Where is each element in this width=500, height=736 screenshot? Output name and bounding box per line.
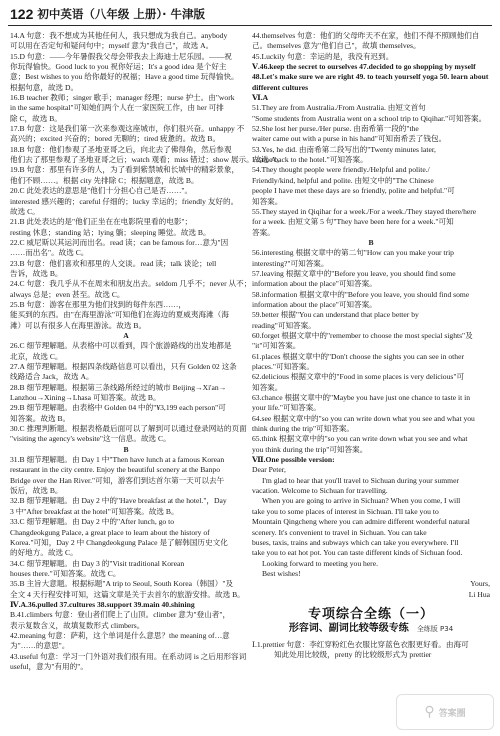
text-line: 32.B 细节理解题。由 Day 2 中的"Have breakfast at the hotel."，Day <box>10 496 227 506</box>
text-line: Best wishes! <box>262 568 301 578</box>
text-line: I'm glad to hear that you'll travel to Sichuan during your summer <box>262 475 459 485</box>
text-line: 26.C 细节理解题。从表格中可以看到，四个旅游路线的出发地都是 <box>10 341 232 351</box>
text-line: 根据句意，故选 D。 <box>10 82 79 92</box>
text-line: 29.B 细节理解题。由表格中 Golden 04 中的"¥3,199 each person"可 <box>10 403 226 413</box>
text-line: for a week. 由短文第 5 句"They have been here for a week."可知 <box>252 217 454 227</box>
text-line: 62.delicious 根据文章中的"Food in some places is very delicious"可 <box>252 372 465 382</box>
right-column <box>252 31 490 660</box>
text-line: 17.B 句意：这是我们第一次来参观这座城市，你们很兴奋。unhappy 不 <box>10 124 245 134</box>
text-line: 饭后，故选 B。 <box>10 486 63 496</box>
text-line: in the same hospital"可知她们两个人在一家医院工作，由 her 可排 <box>10 103 224 113</box>
text-line: 51.They are from Australia./From Australia. 由短文首句 <box>252 103 426 113</box>
text-line: 34.C 细节理解题。由 Day 3 的"Visit traditional Korean <box>10 558 185 568</box>
text-line: 15.D 句意：——今年暑假我父母会带我去上海迪士尼乐园。——祝 <box>10 51 232 61</box>
text-line: 滩）可以有很多人在海里游泳。故选 B。 <box>10 320 147 330</box>
text-line: B <box>123 444 129 454</box>
text-line: 43.useful 句意：学习一门外语对我们很有用。在系动词 is 之后用形容词 <box>10 651 247 661</box>
page-number: 122 <box>10 6 34 22</box>
text-line: A <box>123 330 129 340</box>
text-line: 25.B 句意：游客在那里为他们找到的每件东西……， <box>10 299 186 309</box>
text-line: 20.C 此处表达的意思是"他们十分担心自己是否……"。 <box>10 186 193 196</box>
text-line: When you are going to arrive in Sichuan? When you come, I will <box>262 496 461 506</box>
text-line: I came back to the hotel."可知答案。 <box>252 155 368 165</box>
text-line: 全文 4 天行程安排可知，这篇文章是关于去首尔的旅游安排。故选 B。 <box>10 589 245 599</box>
text-line: 他们不顾……。根据 city 先排除 C；根据题意，故选 B。 <box>10 175 199 185</box>
text-line: Ⅴ.46.keep the secret to ourselves 47.decided to go shopping by myself <box>252 62 476 72</box>
text-line: 35.B 主旨大意题。根据标题"A trip to Seoul, South Korea（韩国）"及 <box>10 579 234 589</box>
text-line: "Some students from Australia went on a school trip to Qiqihar."可知答案。 <box>252 113 487 123</box>
text-line: 表示复数含义，故填复数形式 climbers。 <box>10 620 145 630</box>
text-line: B <box>368 237 374 247</box>
text-line: 53.Yes, he did. 由南希第二段写出的"Twenty minutes later, <box>252 144 436 154</box>
text-line: 他们去了那里参观了圣地亚哥之后；watch 观看；miss 错过；show 展示。故选 A。 <box>10 155 284 165</box>
text-line: 21.B 此处表达的是"他们正坐在在电影院里看的电影"； <box>10 217 193 227</box>
section-subheader <box>252 624 490 634</box>
text-line: Friendly/kind, helpful and polite. 由短文中的"The Chinese <box>252 175 434 185</box>
text-line: 为"……的意思"。 <box>10 641 70 651</box>
text-line: "it"可知答案。 <box>252 341 301 351</box>
text-line: 22.C 威尼斯以其运河而出名。read 读；can be famous for…意为"因 <box>10 237 229 247</box>
text-line: think during the trip"可知答案。 <box>252 424 355 434</box>
text-line: Ⅵ.A <box>252 93 269 103</box>
text-line: 己。themselves 意为"他们自己"，故填 themselves。 <box>252 41 421 51</box>
text-line: 27.A 细节理解题。根据四条线路信息可以看出，只有 Golden 02 这条 <box>10 362 237 371</box>
text-line: 知答案。 <box>252 196 283 206</box>
text-line: 52.She lost her purse./Her purse. 由南希第一段的"the <box>252 124 419 134</box>
text-line: 知此处用比较级，pretty 的比较级形式为 prettier <box>274 649 432 659</box>
text-line: reading"可知答案。 <box>252 320 316 330</box>
text-line: 18.B 句意：他们参观了圣地亚哥之后，向北去了佛得角，然后参观 <box>10 144 232 154</box>
text-line: buses, taxis, trains and subways which can take you everywhere. I'll <box>252 537 459 547</box>
text-line: 意；Best wishes to you 给你最好的祝福；Have a good time 玩得愉快。 <box>10 72 239 82</box>
text-line: people I have met these days are so friendly, polite and helpful."可 <box>252 186 455 196</box>
section-subtitle: 形容词、副词比较等级专练 <box>288 623 409 635</box>
text-line: 24.C 句意：我几乎从不在周末和朋友出去。seldom 几乎不；never 从不； <box>10 279 252 289</box>
text-line: Ⅳ.A.36.pulled 37.cultures 38.support 39.main 40.shining <box>10 599 195 609</box>
text-line: 31.B 细节理解题。由 Day 1 中"Then have lunch at a famous Korean <box>10 455 225 465</box>
text-line: ……而出名"。故选 C。 <box>10 248 89 258</box>
text-line: 63.chance 根据文章中的"Maybe you have just one chance to taste it in <box>252 393 470 403</box>
text-line: 44.themselves 句意：他们的父母昨天不在家，他们不得不照顾他们自 <box>252 31 480 40</box>
text-line: 42.meaning 句意：萨莉，这个单词是什么意思？the meaning of…意 <box>10 630 230 640</box>
watermark <box>396 694 494 730</box>
text-line: information about the place"可知答案。 <box>252 299 377 309</box>
text-line: resting 休息；standing 站；lying 躺；sleeping 睡觉。故选 B。 <box>10 227 211 237</box>
text-line: Li Hua <box>468 589 490 599</box>
text-line: vacation. Welcome to Sichuan for travelling. <box>252 486 388 496</box>
text-line: different cultures <box>252 82 309 92</box>
text-line: 能买到的东西。由"在海里游泳"可知他们在海边的夏威夷海滩（海 <box>10 310 229 320</box>
text-line: Korea."可知，Day 2 中 Changdeokgung Palace 是了解韩国历史文化 <box>10 537 228 547</box>
text-line: 14.A 句意：我不想成为其他任何人，我只想成为我自己。anybody <box>10 31 228 40</box>
text-line: 可以用在否定句和疑问句中；myself 意为"我自己"，故选 A。 <box>10 41 214 51</box>
text-line: 答案。 <box>252 227 275 237</box>
text-line: scenery. It's convenient to travel in Sichuan. You can take <box>252 527 427 537</box>
text-line: 57.leaving 根据文章中的"Before you leave, you should find some <box>252 268 456 278</box>
text-line: 高兴的；excited 兴奋的；bored 无聊的；tired 疲惫的。故选 B。 <box>10 134 221 144</box>
text-line: 64.see 根据文章中的"so you can write down what you see and what you <box>252 413 475 423</box>
magnifier-icon: ⚲ <box>424 704 435 720</box>
text-line: 55.They stayed in Qiqihar for a week./For a week./They stayed there/here <box>252 206 477 216</box>
text-line: 故选 C。 <box>10 206 40 216</box>
text-line: 28.B 细节理解题。根据第三条线路所经过的城市 Beijing→Xi'an→ <box>10 382 227 392</box>
text-line: 33.C 细节理解题。由 Day 2 中的"After lunch, go to <box>10 517 175 527</box>
text-line: 告诉，故选 B。 <box>10 268 63 278</box>
answer-list-right <box>252 31 490 600</box>
text-line: interesting?"可知答案。 <box>252 258 329 268</box>
section-tag: 全练版 P34 <box>416 625 454 634</box>
text-line: "visiting the agency's website"这一信息。故选 C。 <box>10 434 171 444</box>
text-line: useful，意为"有用的"。 <box>10 661 88 671</box>
text-line: 的好地方。故选 C。 <box>10 548 78 558</box>
text-line: Lanzhou→Xining→Lhasa 可知答案。故选 B。 <box>10 393 161 403</box>
text-line: 19.B 句意：那里有许多的人，为了看到紫禁城和长城中的精彩景象， <box>10 165 240 175</box>
text-line: waiter came out with a purse in his hand"可知南希丢了钱包。 <box>252 134 447 144</box>
text-line: places."可知答案。 <box>252 362 314 371</box>
text-line: Ⅶ.One possible version: <box>252 455 335 465</box>
text-line: 23.B 句意：他们喜欢和那里的人交谈。read 读；talk 谈论；tell <box>10 258 217 268</box>
text-line: take you to eat hot pot. You can taste different kinds of Sichuan food. <box>252 548 463 558</box>
exercise-lines <box>252 640 490 661</box>
text-line: 56.interesting 根据文章中的第二句"How can you make your trip <box>252 248 454 258</box>
text-line: 61.places 根据文章中的"Don't choose the sights you can see in other <box>252 351 464 361</box>
text-line: Mountain Qingcheng where you can admire different wonderful natural <box>252 517 470 527</box>
text-line: 54.They thought people were friendly./Helpful and polite./ <box>252 165 430 175</box>
text-line: 16.B teacher 教师；singer 歌手；manager 经理；nurse 护士。由"work <box>10 93 235 103</box>
text-line: Changdeokgung Palace, a great place to learn about the history of <box>10 527 210 537</box>
text-line: Ⅰ.1.prettier 句意：李红穿粉红色衣服比穿蓝色衣服更好看。由海可 <box>252 639 469 649</box>
text-line: 3 中"After breakfast at the hotel"可知答案。故选 B。 <box>10 506 179 516</box>
text-line: Dear Peter, <box>252 465 286 475</box>
watermark-text: 答案圈 <box>438 708 466 719</box>
text-line: 45.Luckily 句意：幸运的是，我没有迟到。 <box>252 51 394 61</box>
text-line: always 总是；even 甚至。故选 C。 <box>10 289 125 299</box>
text-line: 65.think 根据文章中的"so you can write down what you see and what <box>252 434 468 444</box>
text-line: Bridge over the Han River."可知，游客们到达首尔第一天可以去午 <box>10 475 225 485</box>
text-line: 线路适合 Jack，故选 A。 <box>10 372 94 382</box>
page-header <box>10 2 205 26</box>
text-line: 59.better 根据"You can understand that place better by <box>252 310 419 320</box>
text-line: restaurant in the city centre. Enjoy the beautiful scenery at the Banpo <box>10 465 221 475</box>
text-line: take you to some places of interest in Sichuan. I'll take you to <box>252 506 439 516</box>
section-title: 专项综合全练（一） <box>307 606 434 622</box>
text-line: 北京，故选 C。 <box>10 351 63 361</box>
text-line: interested 感兴趣的；careful 仔细的；lucky 幸运的；friendly 友好的。 <box>10 196 239 206</box>
text-line: 48.Let's make sure we are right 49. to teach yourself yoga 50. learn about <box>252 72 489 82</box>
text-line: you think during the trip"可知答案。 <box>252 444 368 454</box>
text-line: 除 C，故选 B。 <box>10 113 62 123</box>
book-title: 初中英语（八年级 上册）· 牛津版 <box>37 7 205 21</box>
header-divider <box>8 25 492 26</box>
text-line: 知答案。 <box>252 382 283 392</box>
text-line: B.41.climbers 句意：登山者们爬上了山顶。climber 意为"登山者"， <box>10 610 231 620</box>
text-line: 你玩得愉快。Good luck to you 祝你好运；It's a good idea 是个好主 <box>10 62 227 72</box>
text-line: your life."可知答案。 <box>252 403 321 413</box>
text-line: 58.information 根据文章中的"Before you leave, you should find some <box>252 289 470 299</box>
text-line: 60.forget 根据文章中的"remember to choose the most special sights"及 <box>252 330 473 340</box>
text-line: Looking forward to meeting you here. <box>262 558 378 568</box>
text-line: information about the place"可知答案。 <box>252 279 377 289</box>
text-line: houses there."可知答案。故选 C。 <box>10 568 121 578</box>
text-line: Yours, <box>470 579 490 589</box>
text-line: 知答案。故选 B。 <box>10 413 71 423</box>
text-line: 30.C 推理判断题。根据表格最后面可以了解到可以通过登录网站的页面 <box>10 424 247 434</box>
